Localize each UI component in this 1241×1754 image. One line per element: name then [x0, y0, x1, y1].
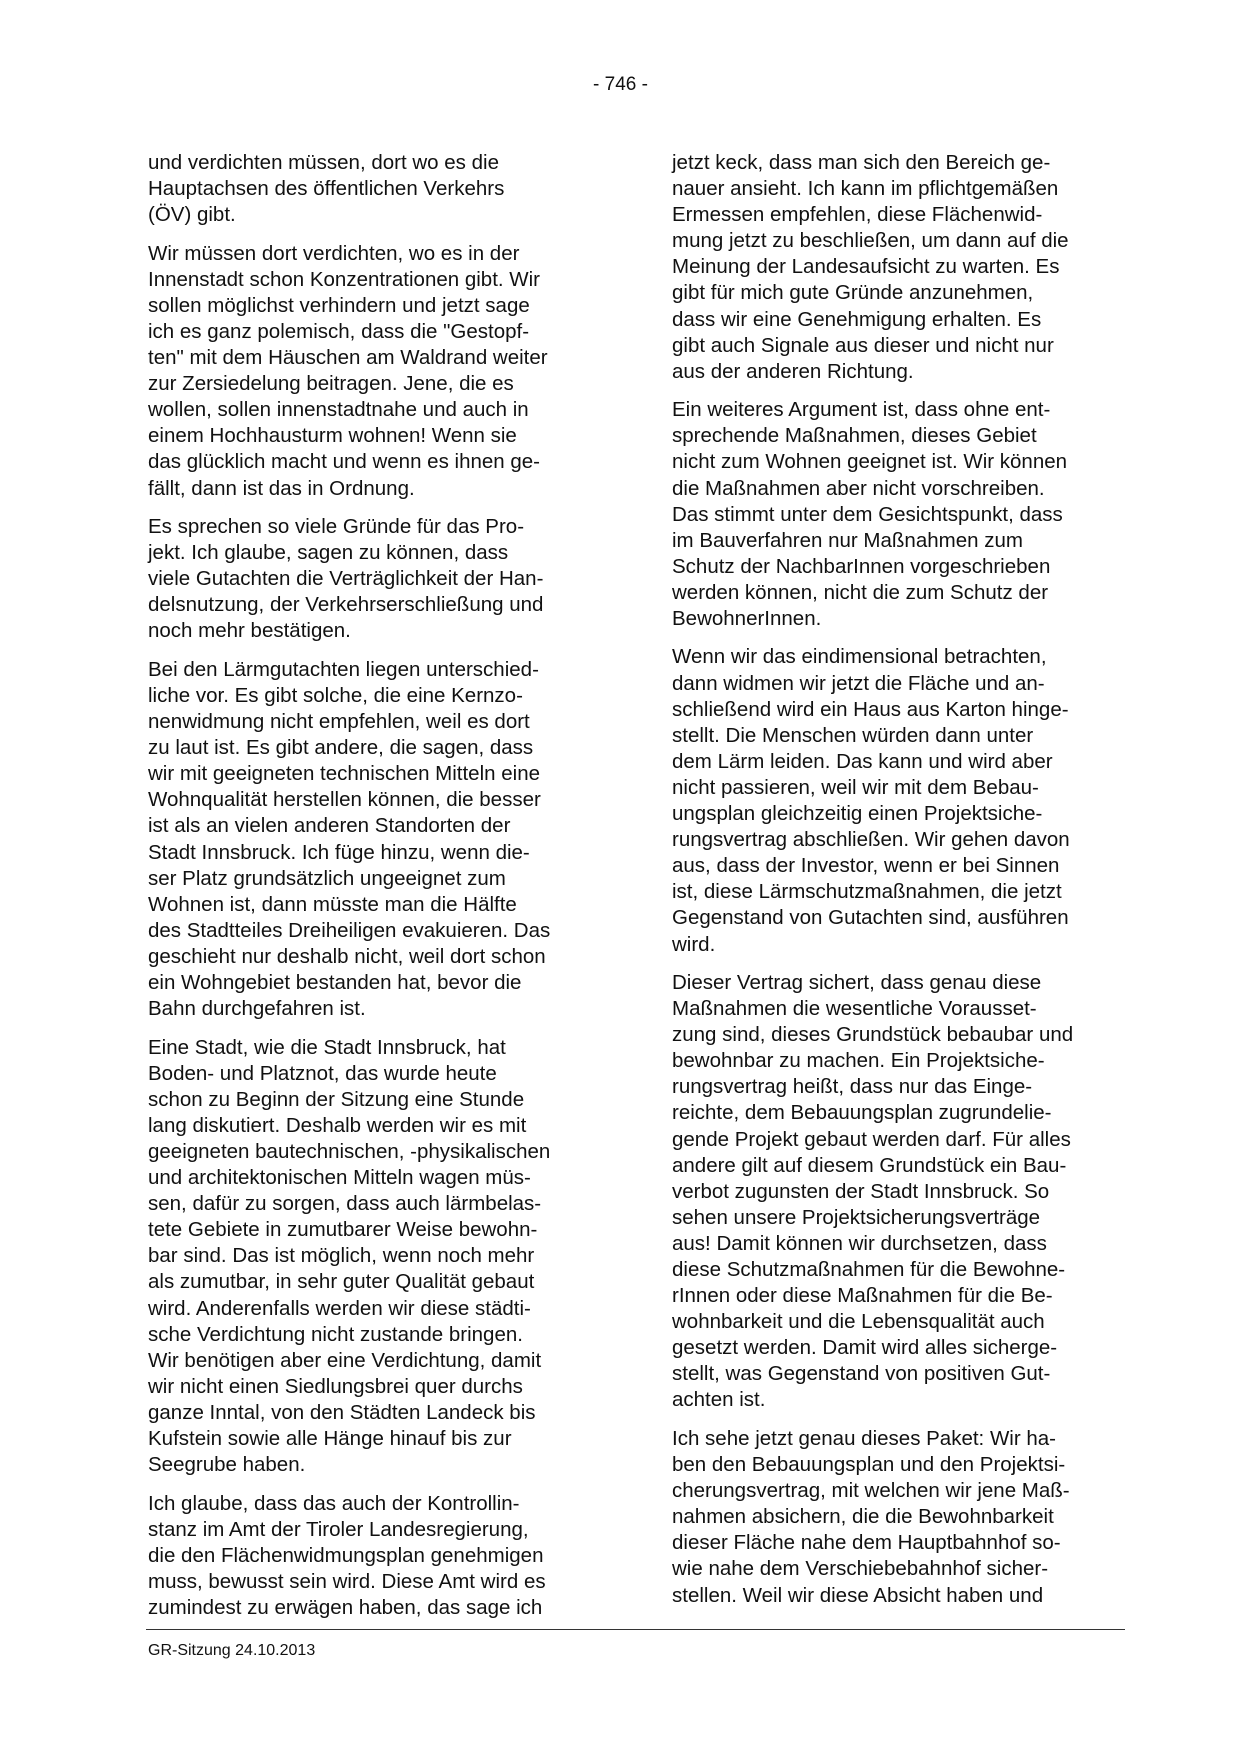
text-line: jetzt keck, dass man sich den Bereich ge-	[672, 151, 1051, 174]
text-line: sollen möglichst verhindern und jetzt sage	[148, 293, 530, 317]
text-line: rungsvertrag abschließen. Wir gehen davon	[672, 828, 1070, 852]
text-line: Gegenstand von Gutachten sind, ausführen	[672, 906, 1069, 930]
text-line: Maßnahmen die wesentliche Vorausset-	[672, 997, 1037, 1021]
text-line: geeigneten bautechnischen, -physikalischen	[148, 1139, 551, 1163]
text-line: Kufstein sowie alle Hänge hinauf bis zur	[148, 1426, 512, 1450]
text-line: ser Platz grundsätzlich ungeeignet zum	[148, 866, 506, 890]
paragraph	[148, 1491, 603, 1621]
paragraph	[148, 657, 603, 1022]
text-line: noch mehr bestätigen.	[148, 619, 351, 643]
text-line: Ein weiteres Argument ist, dass ohne ent-	[672, 398, 1051, 422]
text-line: stellt. Die Menschen würden dann unter	[672, 723, 1034, 747]
text-line: Ich sehe jetzt genau dieses Paket: Wir ha-	[672, 1426, 1057, 1450]
text-line: aus! Damit können wir durchsetzen, dass	[672, 1231, 1047, 1255]
text-line: delsnutzung, der Verkehrserschließung und	[148, 593, 544, 617]
text-line: Meinung der Landesaufsicht zu warten. Es	[672, 255, 1060, 279]
text-line: Innenstadt schon Konzentrationen gibt. Wir	[148, 267, 541, 291]
text-line: das glücklich macht und wenn es ihnen ge-	[148, 450, 541, 474]
text-line: dass wir eine Genehmigung erhalten. Es	[672, 307, 1042, 331]
text-line: sen, dafür zu sorgen, dass auch lärmbelas-	[148, 1192, 542, 1216]
text-line: Wir benötigen aber eine Verdichtung, damit	[148, 1348, 542, 1372]
text-line: lang diskutiert. Deshalb werden wir es mit	[148, 1113, 527, 1137]
text-line: sprechende Maßnahmen, dieses Gebiet	[672, 424, 1037, 448]
text-line: bewohnbar zu machen. Ein Projektsiche-	[672, 1049, 1045, 1073]
paragraph	[672, 150, 1127, 385]
text-line: andere gilt auf diesem Grundstück ein Bau-	[672, 1153, 1067, 1177]
text-line: sche Verdichtung nicht zustande bringen.	[148, 1322, 523, 1346]
text-line: nicht passieren, weil wir mit dem Bebau-	[672, 775, 1039, 799]
text-line: gende Projekt gebaut werden darf. Für alles	[672, 1127, 1071, 1151]
left-column	[148, 150, 603, 1633]
text-line: muss, bewusst sein wird. Diese Amt wird es	[148, 1569, 546, 1593]
text-line: schließend wird ein Haus aus Karton hinge-	[672, 697, 1069, 721]
paragraph	[672, 970, 1127, 1414]
text-line: tete Gebiete in zumutbarer Weise bewohn-	[148, 1218, 538, 1242]
footer-session-date: GR-Sitzung 24.10.2013	[148, 1642, 316, 1659]
text-line: wie nahe dem Verschiebebahnhof sicher-	[672, 1557, 1049, 1581]
text-line: nauer ansieht. Ich kann im pflichtgemäßen	[672, 177, 1059, 201]
text-line: rungsvertrag heißt, dass nur das Einge-	[672, 1075, 1033, 1099]
text-line: ganze Inntal, von den Städten Landeck bis	[148, 1400, 536, 1424]
text-line: schon zu Beginn der Sitzung eine Stunde	[148, 1087, 525, 1111]
paragraph	[148, 150, 603, 228]
text-line: Bahn durchgefahren ist.	[148, 997, 366, 1021]
text-line: wir nicht einen Siedlungsbrei quer durchs	[148, 1374, 523, 1398]
text-line: stellt, was Gegenstand von positiven Gut-	[672, 1362, 1051, 1386]
text-line: Boden- und Platznot, das wurde heute	[148, 1061, 497, 1085]
text-line: aus, dass der Investor, wenn er bei Sinnen	[672, 854, 1060, 878]
text-line: nahmen absichern, die die Bewohnbarkeit	[672, 1505, 1054, 1529]
text-line: ben den Bebauungsplan und den Projektsi-	[672, 1453, 1066, 1477]
text-line: des Stadtteiles Dreiheiligen evakuieren. Das	[148, 918, 551, 942]
text-line: wird. Anderenfalls werden wir diese städti-	[148, 1296, 531, 1320]
text-line: zung sind, dieses Grundstück bebaubar und	[672, 1023, 1074, 1047]
paragraph	[148, 514, 603, 644]
page-number: - 746 -	[593, 74, 648, 95]
text-line: jekt. Ich glaube, sagen zu können, dass	[148, 541, 509, 565]
text-line: geschieht nur deshalb nicht, weil dort schon	[148, 944, 546, 968]
text-line: werden können, nicht die zum Schutz der	[672, 580, 1049, 604]
text-line: die den Flächenwidmungsplan genehmigen	[148, 1543, 544, 1567]
text-line: Hauptachsen des öffentlichen Verkehrs	[148, 177, 505, 201]
text-line: mung jetzt zu beschließen, um dann auf die	[672, 229, 1069, 253]
text-line: achten ist.	[672, 1388, 766, 1412]
text-line: gesetzt werden. Damit wird alles sicherge-	[672, 1336, 1058, 1360]
text-line: ein Wohngebiet bestanden hat, bevor die	[148, 970, 522, 994]
text-line: Das stimmt unter dem Gesichtspunkt, dass	[672, 502, 1063, 526]
text-line: Wenn wir das eindimensional betrachten,	[672, 645, 1047, 669]
paragraph	[148, 1035, 603, 1479]
text-line: zu laut ist. Es gibt andere, die sagen, dass	[148, 736, 534, 760]
text-line: einem Hochhausturm wohnen! Wenn sie	[148, 424, 517, 448]
text-line: aus der anderen Richtung.	[672, 359, 914, 383]
text-line: Es sprechen so viele Gründe für das Pro-	[148, 515, 525, 538]
text-line: fällt, dann ist das in Ordnung.	[148, 476, 415, 500]
text-line: Schutz der NachbarInnen vorgeschrieben	[672, 554, 1051, 578]
paragraph	[672, 1426, 1127, 1609]
text-line: Stadt Innsbruck. Ich füge hinzu, wenn die-	[148, 840, 530, 864]
text-line: die Maßnahmen aber nicht vorschreiben.	[672, 476, 1045, 500]
text-line: Ich glaube, dass das auch der Kontrollin-	[148, 1491, 520, 1515]
text-line: im Bauverfahren nur Maßnahmen zum	[672, 528, 1023, 552]
text-line: ist als an vielen anderen Standorten der	[148, 814, 511, 838]
text-line: Eine Stadt, wie die Stadt Innsbruck, hat	[148, 1035, 506, 1059]
text-line: wird.	[672, 932, 716, 956]
text-line: dieser Fläche nahe dem Hauptbahnhof so-	[672, 1531, 1061, 1555]
text-line: verbot zugunsten der Stadt Innsbruck. So	[672, 1179, 1050, 1203]
text-line: ungsplan gleichzeitig einen Projektsiche-	[672, 802, 1043, 826]
text-line: wollen, sollen innenstadtnahe und auch in	[148, 398, 529, 422]
paragraph	[672, 644, 1127, 957]
text-line: gibt für mich gute Gründe anzunehmen,	[672, 281, 1034, 305]
text-line: Wohnqualität herstellen können, die besser	[148, 788, 541, 812]
footer-divider	[146, 1629, 1125, 1630]
text-line: wir mit geeigneten technischen Mitteln eine	[148, 762, 540, 786]
paragraph	[672, 397, 1127, 632]
text-line: diese Schutzmaßnahmen für die Bewohne-	[672, 1258, 1066, 1282]
text-line: cherungsvertrag, mit welchen wir jene Maß-	[672, 1479, 1070, 1503]
text-line: wohnbarkeit und die Lebensqualität auch	[672, 1310, 1045, 1334]
text-line: und architektonischen Mitteln wagen müs-	[148, 1166, 531, 1190]
text-line: dann widmen wir jetzt die Fläche und an-	[672, 671, 1045, 695]
text-line: Bei den Lärmgutachten liegen unterschied-	[148, 657, 539, 681]
text-line: stellen. Weil wir diese Absicht haben und	[672, 1583, 1044, 1607]
text-line: Dieser Vertrag sichert, dass genau diese	[672, 970, 1042, 994]
text-line: Wohnen ist, dann müsste man die Hälfte	[148, 892, 517, 916]
text-line: viele Gutachten die Verträglichkeit der Han-	[148, 567, 544, 591]
text-line: sehen unsere Projektsicherungsverträge	[672, 1205, 1041, 1229]
right-column	[672, 150, 1127, 1621]
text-line: ten" mit dem Häuschen am Waldrand weiter	[148, 346, 548, 370]
text-line: zur Zersiedelung beitragen. Jene, die es	[148, 372, 514, 396]
text-line: gibt auch Signale aus dieser und nicht nur	[672, 333, 1054, 357]
text-line: nicht zum Wohnen geeignet ist. Wir können	[672, 450, 1068, 474]
text-line: ich es ganz polemisch, dass die "Gestopf-	[148, 319, 530, 343]
text-line: als zumutbar, in sehr guter Qualität gebaut	[148, 1270, 535, 1294]
text-line: Wir müssen dort verdichten, wo es in der	[148, 241, 520, 265]
text-line: Seegrube haben.	[148, 1453, 306, 1477]
text-line: dem Lärm leiden. Das kann und wird aber	[672, 749, 1053, 773]
text-line: ist, diese Lärmschutzmaßnahmen, die jetzt	[672, 880, 1062, 904]
paragraph	[148, 241, 603, 502]
text-line: reichte, dem Bebauungsplan zugrundelie-	[672, 1101, 1052, 1125]
text-line: rInnen oder diese Maßnahmen für die Be-	[672, 1284, 1053, 1308]
text-line: zumindest zu erwägen haben, das sage ich	[148, 1595, 543, 1619]
text-line: liche vor. Es gibt solche, die eine Kernzo-	[148, 683, 523, 707]
text-line: und verdichten müssen, dort wo es die	[148, 151, 499, 174]
text-line: nenwidmung nicht empfehlen, weil es dort	[148, 710, 530, 734]
text-line: (ÖV) gibt.	[148, 203, 236, 227]
text-line: bar sind. Das ist möglich, wenn noch mehr	[148, 1244, 535, 1268]
text-line: Ermessen empfehlen, diese Flächenwid-	[672, 203, 1043, 227]
text-line: BewohnerInnen.	[672, 606, 822, 630]
text-line: stanz im Amt der Tiroler Landesregierung,	[148, 1517, 529, 1541]
